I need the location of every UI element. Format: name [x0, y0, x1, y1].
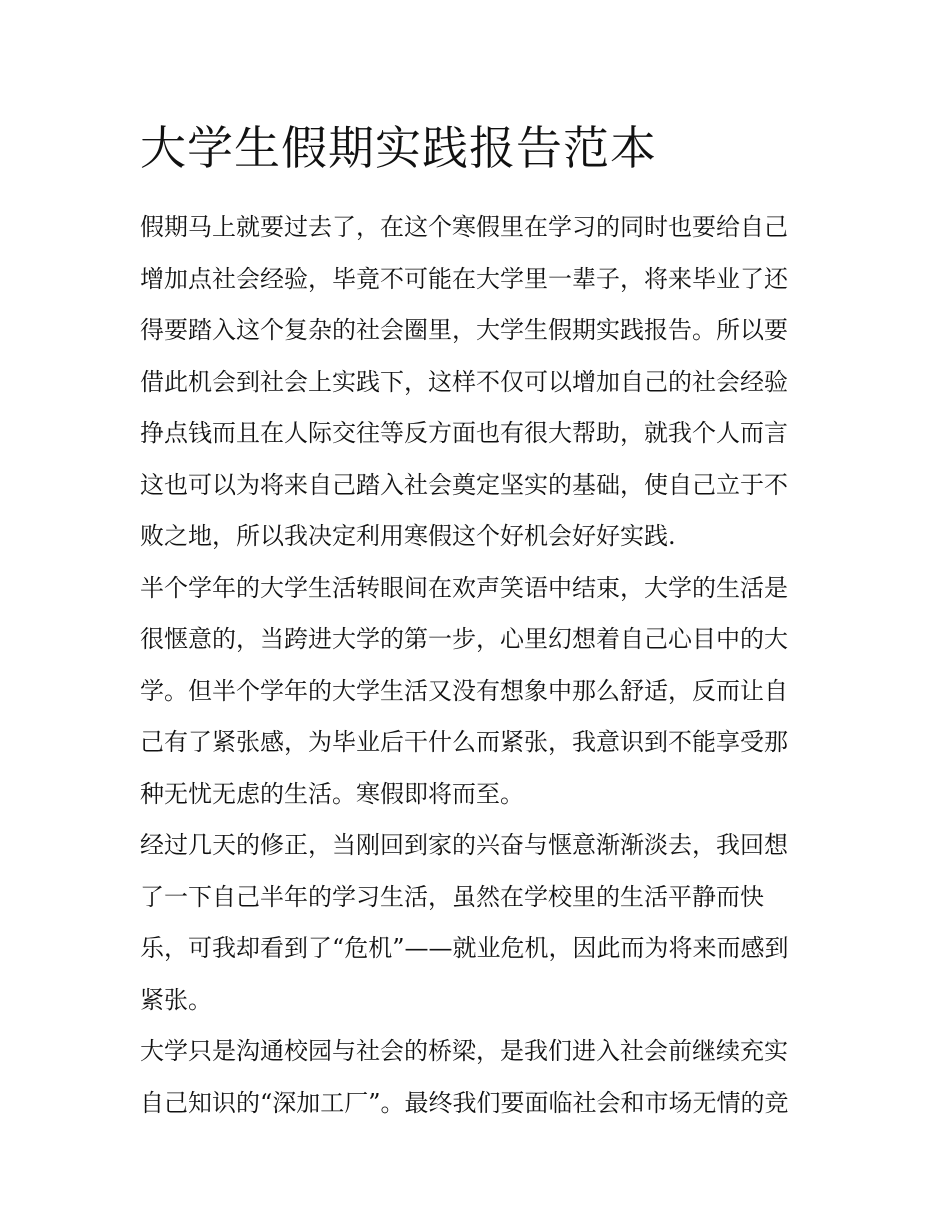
text-line: 很惬意的，当跨进大学的第一步，心里幻想着自己心目中的大 — [140, 625, 788, 653]
text-line: 借此机会到社会上实践下，这样不仅可以增加自己的社会经验 — [140, 367, 788, 396]
text-line: 这也可以为将来自己踏入社会奠定坚实的基础，使自己立于不 — [140, 470, 788, 499]
text-line: 败之地，所以我决定利用寒假这个好机会好好实践. — [140, 522, 676, 550]
text-line: 紧张。 — [140, 985, 212, 1014]
text-line: 假期马上就要过去了，在这个寒假里在学习的同时也要给自己 — [140, 213, 788, 241]
text-line: 大学只是沟通校园与社会的桥梁，是我们进入社会前继续充实 — [140, 1037, 788, 1065]
text-line: 半个学年的大学生活转眼间在欢声笑语中结束，大学的生活是 — [140, 573, 788, 602]
text-line: 学。但半个学年的大学生活又没有想象中那么舒适，反而让自 — [140, 676, 788, 705]
text-line: 得要踏入这个复杂的社会圈里，大学生假期实践报告。所以要 — [140, 316, 788, 344]
document-page — [140, 112, 820, 1129]
text-line: 乐，可我却看到了“危机”——就业危机，因此而为将来而感到 — [140, 934, 789, 962]
text-line: 种无忧无虑的生活。寒假即将而至。 — [140, 779, 524, 808]
text-line: 己有了紧张感，为毕业后干什么而紧张，我意识到不能享受那 — [140, 728, 788, 756]
text-line: 挣点钱而且在人际交往等反方面也有很大帮助，就我个人而言 — [140, 419, 788, 447]
page-title: 大学生假期实践报告范本 — [140, 121, 657, 175]
text-line: 自己知识的“深加工厂”。最终我们要面临社会和市场无情的竞 — [140, 1088, 789, 1117]
text-line: 经过几天的修正，当刚回到家的兴奋与惬意渐渐淡去，我回想 — [140, 831, 788, 859]
body-text — [140, 202, 820, 1129]
text-line: 了一下自己半年的学习生活，虽然在学校里的生活平静而快 — [140, 882, 764, 911]
text-line: 增加点社会经验，毕竟不可能在大学里一辈子，将来毕业了还 — [140, 264, 788, 293]
